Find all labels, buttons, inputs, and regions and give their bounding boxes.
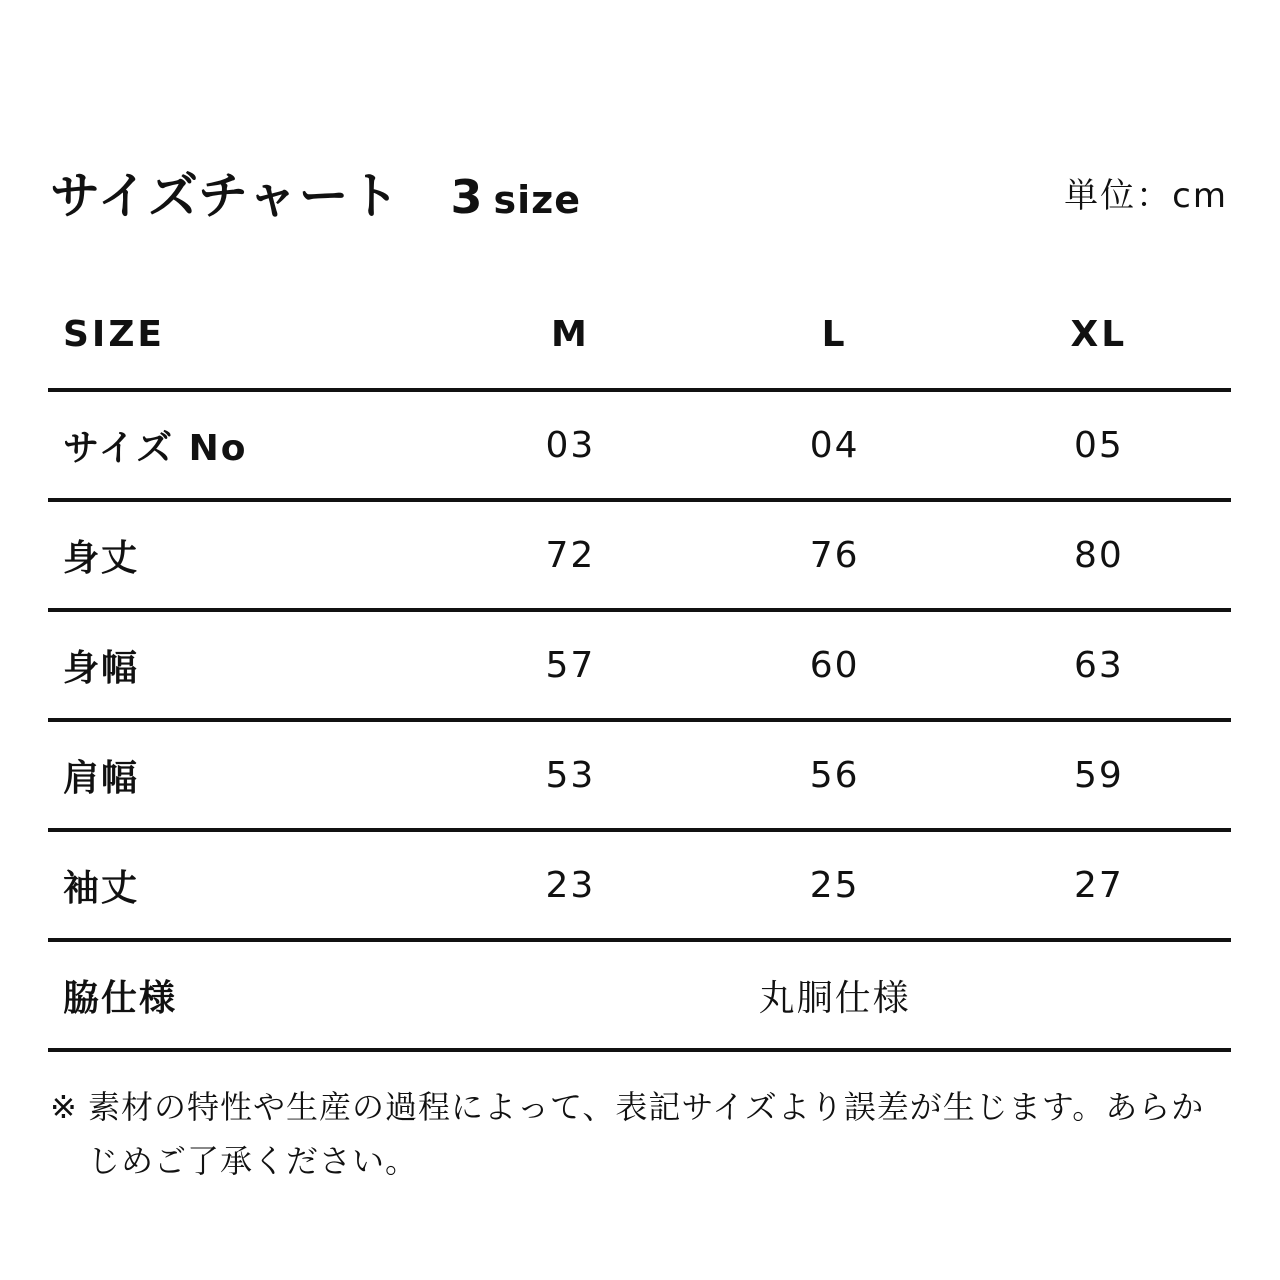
unit-label: 単位：cm [1064,176,1228,216]
title-word: size [493,178,582,222]
table-row [48,500,1231,610]
cell-value: 04 [703,390,967,500]
row-label: サイズ No [48,390,438,500]
cell-value: 05 [967,390,1231,500]
page-title [50,166,581,230]
note-line-2: じめご了承ください。 [88,1142,419,1180]
cell-value: 53 [438,720,702,830]
title-main: サイズチャート [50,167,401,225]
header-label: SIZE [48,280,438,390]
cell-value: 56 [703,720,967,830]
row-label: 肩幅 [48,720,438,830]
disclaimer-note [50,1080,1240,1188]
note-line-1 [50,1080,1240,1134]
cell-value: 03 [438,390,702,500]
header-size-l: L [703,280,967,390]
cell-value: 80 [967,500,1231,610]
size-chart-table [48,280,1231,1052]
cell-value: 63 [967,610,1231,720]
table-row [48,610,1231,720]
cell-value: 57 [438,610,702,720]
cell-value: 59 [967,720,1231,830]
table-row [48,390,1231,500]
row-label: 身丈 [48,500,438,610]
row-label: 脇仕様 [48,940,438,1050]
row-label: 袖丈 [48,830,438,940]
row-label: 身幅 [48,610,438,720]
note-text-1: 素材の特性や生産の過程によって、表記サイズより誤差が生じます。あらか [88,1088,1205,1126]
cell-value: 27 [967,830,1231,940]
title-size-count [451,167,582,225]
note-mark: ※ [50,1088,78,1126]
header-size-xl: XL [967,280,1231,390]
table-row [48,830,1231,940]
table-row [48,720,1231,830]
cell-value: 25 [703,830,967,940]
title-number: 3 [450,170,484,224]
cell-value: 23 [438,830,702,940]
cell-value: 72 [438,500,702,610]
cell-value: 76 [703,500,967,610]
header-size-m: M [438,280,702,390]
table-header-row [48,280,1231,390]
table-row-side-spec [48,940,1231,1050]
side-spec-value: 丸胴仕様 [438,940,1231,1050]
cell-value: 60 [703,610,967,720]
